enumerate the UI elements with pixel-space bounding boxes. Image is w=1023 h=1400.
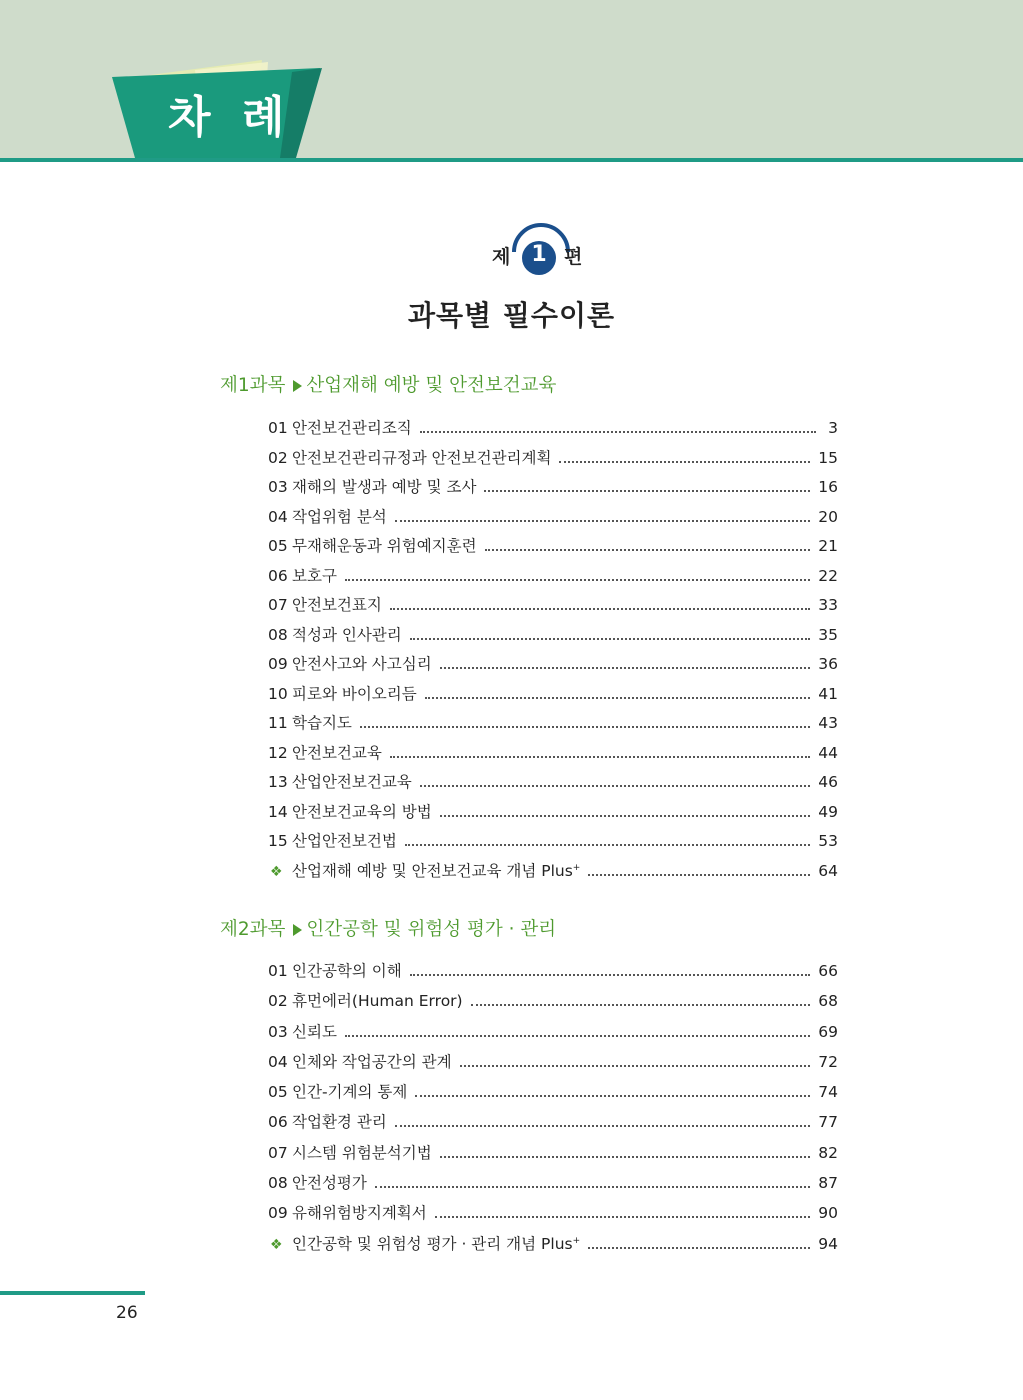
- toc-item-number: 08: [268, 625, 288, 644]
- toc-item-page: 41: [818, 684, 838, 703]
- toc-item[interactable]: [268, 475, 838, 505]
- toc-item-number: 05: [268, 1083, 288, 1102]
- dot-leader: [390, 608, 810, 610]
- dot-leader: [420, 431, 816, 433]
- toc-item-page: 94: [818, 1234, 838, 1253]
- toc-item-number: 05: [268, 537, 288, 555]
- toc-item-number: 07: [268, 1143, 288, 1162]
- part-prefix: 제: [492, 246, 511, 268]
- toc-item-page: 3: [828, 419, 838, 437]
- toc-item[interactable]: [268, 800, 838, 830]
- toc-item-page: 16: [818, 478, 838, 496]
- subject-name: 산업재해 예방 및 안전보건교육: [306, 375, 557, 396]
- toc-item-page: 74: [818, 1083, 838, 1102]
- toc-item[interactable]: [268, 1201, 838, 1231]
- toc-item-title: 안전보건관리규정과 안전보건관리계획: [292, 448, 552, 467]
- toc-item[interactable]: [268, 652, 838, 682]
- toc-item-page: 49: [818, 802, 838, 821]
- toc-item-page: 53: [818, 832, 838, 850]
- toc-item-title: 산업안전보건법: [292, 832, 397, 850]
- toc-item-page: 35: [818, 625, 838, 644]
- toc-item-page: 87: [818, 1174, 838, 1193]
- toc-item-title: 시스템 위험분석기법: [292, 1143, 432, 1162]
- toc-item-title: 재해의 발생과 예방 및 조사: [292, 478, 477, 496]
- toc-item-title: 작업환경 관리: [292, 1113, 387, 1132]
- toc-item-title: 안전성평가: [292, 1174, 367, 1193]
- dot-leader: [471, 1004, 811, 1006]
- dot-leader: [410, 974, 811, 976]
- toc-item-page: 77: [818, 1113, 838, 1132]
- play-arrow-icon: [293, 924, 302, 936]
- page-number: 26: [116, 1303, 138, 1323]
- toc-item-title: 신뢰도: [292, 1022, 337, 1041]
- toc-plus-item[interactable]: [268, 1232, 838, 1262]
- toc-item-number: 09: [268, 655, 288, 673]
- toc-item-number: 13: [268, 773, 288, 791]
- play-arrow-icon: [293, 380, 302, 392]
- toc-item[interactable]: [268, 682, 838, 712]
- toc-item-title: 산업안전보건교육: [292, 773, 412, 791]
- toc-item-page: 15: [818, 448, 838, 467]
- toc-item[interactable]: [268, 1080, 838, 1110]
- toc-item-page: 36: [818, 655, 838, 673]
- dot-leader: [485, 549, 811, 551]
- dot-leader: [559, 461, 810, 463]
- toc-item-number: 02: [268, 992, 288, 1011]
- toc-item-number: 01: [268, 962, 288, 980]
- dot-leader: [415, 1095, 810, 1097]
- toc-item-number: 07: [268, 596, 288, 614]
- dot-leader: [410, 638, 811, 640]
- toc-item-title: 휴먼에러(Human Error): [292, 992, 463, 1011]
- toc-item-number: 10: [268, 684, 288, 703]
- toc-item[interactable]: [268, 989, 838, 1019]
- toc-item-page: 69: [818, 1022, 838, 1041]
- toc-item-title: 인간공학의 이해: [292, 962, 402, 980]
- part-number: 1: [531, 242, 547, 267]
- toc-item[interactable]: [268, 1050, 838, 1080]
- toc-item-number: 03: [268, 1022, 288, 1041]
- toc-item-title: 유해위험방지계획서: [292, 1204, 427, 1223]
- toc-item[interactable]: [268, 1171, 838, 1201]
- toc-item-page: 64: [818, 861, 838, 880]
- toc-item-number: 08: [268, 1174, 288, 1193]
- toc-item-number: 12: [268, 743, 288, 762]
- plus-superscript: +: [572, 1235, 581, 1246]
- toc-item[interactable]: [268, 505, 838, 535]
- toc-item-page: 90: [818, 1204, 838, 1223]
- toc-item-title: 무재해운동과 위험예지훈련: [292, 537, 477, 555]
- dot-leader: [460, 1065, 811, 1067]
- dot-leader: [440, 815, 811, 817]
- dot-leader: [484, 490, 810, 492]
- toc-item-number: 04: [268, 1052, 288, 1071]
- subject-label: 제1과목: [220, 375, 286, 396]
- part-suffix: 편: [564, 246, 583, 268]
- toc-item-page: 44: [818, 743, 838, 762]
- plus-superscript: +: [572, 862, 581, 873]
- toc-plus-item[interactable]: [268, 859, 838, 889]
- toc-item-page: 22: [818, 566, 838, 585]
- subject-heading-2: [220, 921, 556, 940]
- toc-item-number: 09: [268, 1204, 288, 1223]
- toc-item-page: 20: [818, 507, 838, 526]
- dot-leader: [425, 697, 811, 699]
- toc-item[interactable]: [268, 534, 838, 564]
- dot-leader: [395, 520, 811, 522]
- toc-item-title: 안전사고와 사고심리: [292, 655, 432, 673]
- toc-item[interactable]: [268, 829, 838, 859]
- toc-item[interactable]: [268, 770, 838, 800]
- toc-item-page: 72: [818, 1052, 838, 1071]
- footer-line: [0, 1291, 145, 1295]
- toc-item-title: 안전보건관리조직: [292, 419, 412, 437]
- dot-leader: [390, 756, 810, 758]
- toc-item-title: 안전보건표지: [292, 596, 382, 614]
- toc-item[interactable]: [268, 416, 838, 446]
- toc-item-number: 11: [268, 714, 288, 732]
- toc-item-title: 인체와 작업공간의 관계: [292, 1052, 452, 1071]
- toc-title: 차 례: [168, 92, 293, 143]
- toc-item[interactable]: [268, 959, 838, 989]
- toc-item-title: 적성과 인사관리: [292, 625, 402, 644]
- toc-item-page: 68: [818, 992, 838, 1011]
- dot-leader: [588, 1247, 810, 1249]
- toc-item-page: 46: [818, 773, 838, 791]
- toc-item[interactable]: [268, 564, 838, 594]
- toc-item-title: 학습지도: [292, 714, 352, 732]
- toc-item-number: 04: [268, 507, 288, 526]
- toc-item-page: 21: [818, 537, 838, 555]
- toc-item-number: 03: [268, 478, 288, 496]
- subject-heading-1: [220, 377, 556, 396]
- dot-leader: [360, 726, 810, 728]
- dot-leader: [440, 667, 811, 669]
- dot-leader: [440, 1156, 811, 1158]
- header-line: [0, 158, 1023, 162]
- toc-item[interactable]: [268, 741, 838, 771]
- dot-leader: [435, 1216, 811, 1218]
- toc-item-title: 보호구: [292, 566, 337, 585]
- toc-item-number: 15: [268, 832, 288, 850]
- toc-item-title: 산업재해 예방 및 안전보건교육 개념 Plus+: [292, 861, 581, 880]
- toc-item-title: 작업위험 분석: [292, 507, 387, 526]
- toc-item-title: 인간-기계의 통제: [292, 1083, 408, 1102]
- toc-item-title: 피로와 바이오리듬: [292, 684, 417, 703]
- dot-leader: [420, 785, 810, 787]
- toc-item[interactable]: [268, 1110, 838, 1140]
- diamond-bullet-icon: ❖: [270, 1236, 283, 1253]
- dot-leader: [375, 1186, 810, 1188]
- toc-item-page: 82: [818, 1143, 838, 1162]
- toc-item[interactable]: [268, 1141, 838, 1171]
- subject-name: 인간공학 및 위험성 평가 · 관리: [306, 919, 557, 940]
- toc-item-number: 02: [268, 448, 288, 467]
- dot-leader: [588, 874, 810, 876]
- diamond-bullet-icon: ❖: [270, 863, 283, 880]
- toc-item-page: 33: [818, 596, 838, 614]
- toc-item-number: 06: [268, 566, 288, 585]
- toc-list-1: [268, 416, 838, 888]
- toc-item-page: 43: [818, 714, 838, 732]
- toc-list-2: [268, 959, 838, 1262]
- toc-item-title: 안전보건교육의 방법: [292, 802, 432, 821]
- toc-item[interactable]: [268, 711, 838, 741]
- dot-leader: [395, 1125, 811, 1127]
- toc-item[interactable]: [268, 593, 838, 623]
- toc-item-number: 14: [268, 802, 288, 821]
- dot-leader: [345, 579, 810, 581]
- toc-item[interactable]: [268, 446, 838, 476]
- toc-item-title: 인간공학 및 위험성 평가 · 관리 개념 Plus+: [292, 1234, 581, 1253]
- dot-leader: [405, 844, 810, 846]
- part-title: 과목별 필수이론: [407, 299, 616, 332]
- toc-item[interactable]: [268, 623, 838, 653]
- subject-label: 제2과목: [220, 919, 286, 940]
- toc-item-number: 01: [268, 419, 288, 437]
- toc-item-number: 06: [268, 1113, 288, 1132]
- toc-item-title: 안전보건교육: [292, 743, 382, 762]
- dot-leader: [345, 1035, 810, 1037]
- toc-item[interactable]: [268, 1020, 838, 1050]
- toc-item-page: 66: [818, 962, 838, 980]
